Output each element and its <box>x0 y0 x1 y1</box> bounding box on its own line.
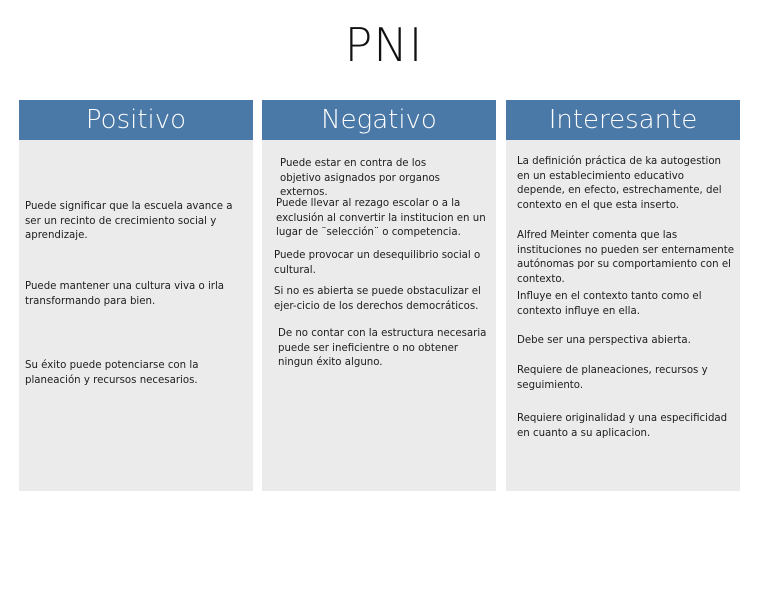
list-item: Debe ser una perspectiva abierta. <box>517 335 691 346</box>
column-body-positivo <box>19 140 253 491</box>
column-body-negativo <box>262 140 496 491</box>
list-item: Requiere originalidad y una especificidad en cuanto a su aplicacion. <box>517 413 728 439</box>
column-header-interesante: Interesante <box>506 100 740 140</box>
list-item: Su éxito puede potenciarse con la planeación y recursos necesarios. <box>25 360 199 386</box>
list-item: La definición práctica de ka autogestion en un establecimiento educativo depende, en efecto, estrechamente, del contexto en el que esta inserto. <box>517 156 722 211</box>
column-negativo <box>262 100 496 491</box>
list-item: Si no es abierta se puede obstaculizar el ejer-cicio de los derechos democráticos. <box>274 286 481 312</box>
list-item: Puede provocar un desequilibrio social o cultural. <box>274 250 481 276</box>
column-header-negativo: Negativo <box>262 100 496 140</box>
column-body-interesante <box>506 140 740 491</box>
list-item: Requiere de planeaciones, recursos y seguimiento. <box>517 365 708 391</box>
list-item: Puede mantener una cultura viva o irla transformando para bien. <box>25 281 225 307</box>
list-item: Puede significar que la escuela avance a ser un recinto de crecimiento social y aprendizaje. <box>25 201 233 241</box>
list-item: Puede llevar al rezago escolar o a la exclusión al convertir la institucion en un lugar de ¨selección¨ o competencia. <box>276 198 486 238</box>
list-item: Puede estar en contra de los objetivo asignados por organos externos. <box>280 158 440 198</box>
column-positivo <box>19 100 253 491</box>
column-interesante <box>506 100 740 491</box>
column-header-positivo: Positivo <box>19 100 253 140</box>
list-item: Alfred Meinter comenta que las instituciones no pueden ser enternamente autónomas por su comportamiento con el contexto. <box>517 230 734 285</box>
list-item: De no contar con la estructura necesaria puede ser ineficientre o no obtener ningun éxito alguno. <box>278 328 487 368</box>
page-title: PNI <box>344 18 424 72</box>
list-item: Influye en el contexto tanto como el contexto influye en ella. <box>517 291 702 317</box>
